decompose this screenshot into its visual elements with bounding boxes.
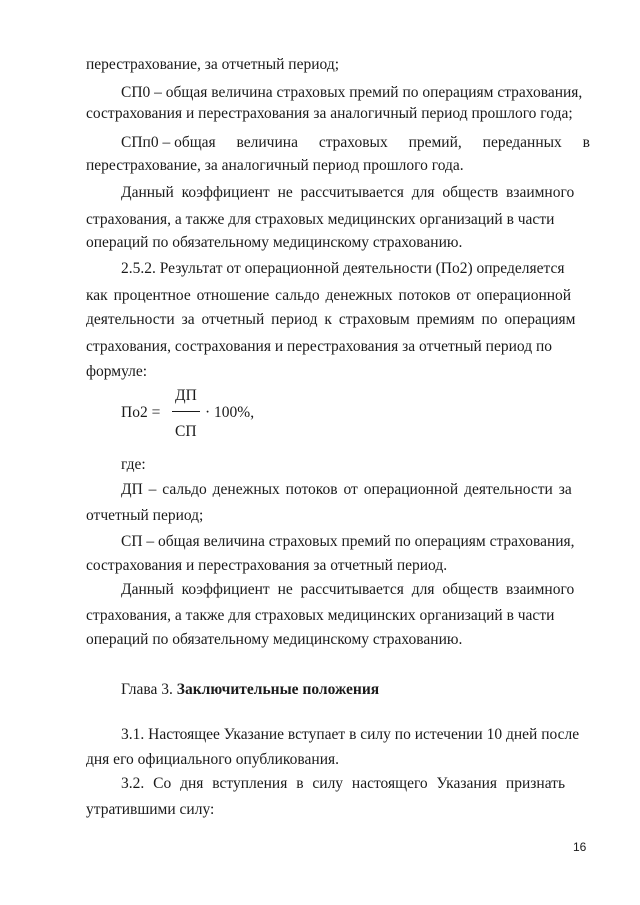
text-line: отчетный период; [86,507,204,524]
text-line: операций по обязательному медицинскому страхованию. [86,234,463,251]
text-line: дня его официального опубликования. [86,751,340,768]
chapter-prefix: Глава 3. [121,681,173,698]
text-line-justified [121,133,590,153]
text-line: СП0 – общая величина страховых премий по операциям страхования, [121,84,583,101]
word: переданных [482,134,562,151]
text-line: страхования, а также для страховых медицинских организаций в части [86,211,555,228]
text-line: деятельности за отчетный период к страховым премиям по операциям [86,311,576,328]
text-line: где: [121,456,146,473]
text-line: страхования, а также для страховых медицинских организаций в части [86,607,555,624]
text-line: перестрахование, за аналогичный период прошлого года. [86,157,464,174]
formula-denominator: СП [175,423,197,440]
chapter-heading [121,680,379,700]
word: страховых [318,134,388,151]
text-line: сострахования и перестрахования за отчетный период. [86,557,448,574]
text-line: Данный коэффициент не рассчитывается для обществ взаимного [121,581,575,598]
word: премий, [408,134,462,151]
word: СПп0 – общая [121,134,216,151]
formula-lhs: По2 = [121,404,161,421]
text-line: ДП – сальдо денежных потоков от операционной деятельности за [121,481,572,498]
text-line: операций по обязательному медицинскому страхованию. [86,631,463,648]
text-line: сострахования и перестрахования за аналогичный период прошлого года; [86,105,573,122]
fraction-bar [172,411,200,412]
formula-numerator: ДП [175,387,197,404]
text-line: 3.2. Со дня вступления в силу настоящего Указания признать [121,775,566,792]
text-line: 3.1. Настоящее Указание вступает в силу по истечении 10 дней после [121,726,580,743]
text-line: как процентное отношение сальдо денежных потоков от операционной [86,287,572,304]
text-line: перестрахование, за отчетный период; [86,56,340,73]
word: в [582,134,590,151]
text-line: утратившими силу: [86,801,215,818]
word: величина [236,134,298,151]
text-line: 2.5.2. Результат от операционной деятельности (По2) определяется [121,260,565,277]
text-line: страхования, сострахования и перестрахования за отчетный период по [86,338,553,355]
formula-multiplier: · 100%, [205,404,255,421]
text-line: СП – общая величина страховых премий по операциям страхования, [121,533,575,550]
page-number: 16 [573,840,587,854]
text-line: формуле: [86,363,148,380]
chapter-title: Заключительные положения [176,681,380,698]
text-line: Данный коэффициент не рассчитывается для обществ взаимного [121,184,575,201]
